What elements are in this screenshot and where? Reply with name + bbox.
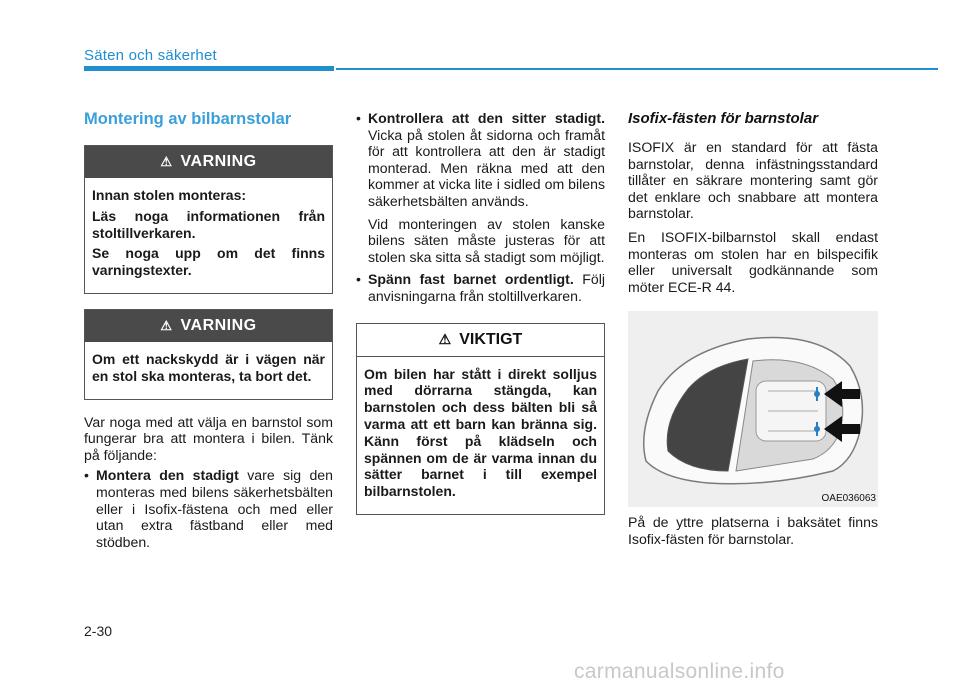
page-number: 2-30 — [84, 623, 113, 639]
heading-isofix: Isofix-fästen för barnstolar — [628, 110, 819, 127]
bullet-text: vare sig den monteras med bilens säkerhetsbälten eller i Isofix-fästena och med eller utan extra fästband eller med stödben. — [96, 467, 333, 550]
caution-title: VIKTIGT — [459, 330, 523, 348]
bullet-text: Vicka på stolen åt sidorna och framåt för att kontrollera att den är stadigt monterad. Men räkna med att den kommer at vicka lite i sidled om bilens säkerhetsbälten används. — [368, 126, 605, 209]
isofix-paragraph-2: En ISOFIX-bilbarnstol skall endast monteras om stolen har en bilspecifik eller universalt godkännande som möter ECE-R 44. — [628, 228, 878, 295]
warning1-line: Läs noga informationen från stoltillverkaren. — [92, 207, 325, 241]
caution-header — [357, 324, 604, 357]
bullet-bold: Spänn fast barnet ordentligt. — [368, 271, 574, 288]
warning-header-2 — [85, 310, 332, 342]
watermark: carmanualsonline.info — [574, 660, 785, 683]
header-rule-thick — [84, 66, 334, 71]
warning-triangle-icon: ⚠ — [160, 154, 173, 169]
warning2-text: Om ett nackskydd är i vägen när en stol ska monteras, ta bort det. — [92, 350, 325, 384]
heading-mounting: Montering av bilbarnstolar — [84, 110, 292, 128]
bullet-paragraph: Vid monteringen av stolen kanske bilens säten måste justeras för att stolen ska sitta så stadigt som möjligt. — [368, 215, 605, 265]
isofix-paragraph-1: ISOFIX är en standard för att fästa barnstolar, denna infästningsstandard tillåter en säkrare montering samt gör det enklare och snabbare att montera barnstolar. — [628, 139, 878, 222]
figure-caption: På de yttre platserna i baksätet finns Isofix-fästen för barnstolar. — [628, 514, 878, 547]
warning-title-2: VARNING — [180, 316, 257, 334]
warning-box-1 — [84, 145, 333, 294]
warning-title-1: VARNING — [180, 153, 257, 170]
list-item — [356, 110, 605, 265]
car-top-view-illustration — [628, 311, 878, 507]
caution-text: Om bilen har stått i direkt solljus med dörrarna stängda, kan barnstolen och dess bälten bli så varma att ett barn kan bränna sig. Känn först på klädseln och spännen om de är varma innan du sätter barnet i till exempel bilbarnstolen. — [364, 365, 597, 500]
list-item — [84, 467, 333, 550]
figure-code: OAE036063 — [821, 493, 876, 505]
column-2 — [356, 110, 605, 515]
column-3 — [628, 110, 878, 548]
bullet-text: Följ anvisningarna från stoltillverkaren. — [368, 271, 605, 304]
car-figure — [628, 311, 878, 507]
column-1 — [84, 110, 333, 553]
intro-paragraph: Var noga med att välja en barnstol som fungerar bra att montera i bilen. Tänk på följande: — [84, 413, 333, 463]
warning-header-1 — [85, 146, 332, 178]
caution-triangle-icon: ⚠ — [438, 331, 452, 348]
warning1-line: Se noga upp om det finns varningstexter. — [92, 245, 325, 279]
bullet-bold: Kontrollera att den sitter stadigt. — [368, 110, 605, 126]
header-rule-thin — [336, 68, 938, 70]
bullet-bold: Montera den stadigt — [96, 467, 239, 484]
caution-box — [356, 323, 605, 515]
warning-box-2 — [84, 309, 333, 400]
warning1-line: Innan stolen monteras: — [92, 187, 247, 203]
section-title: Säten och säkerhet — [84, 47, 217, 64]
list-item — [356, 271, 605, 304]
warning-triangle-icon: ⚠ — [160, 317, 173, 333]
